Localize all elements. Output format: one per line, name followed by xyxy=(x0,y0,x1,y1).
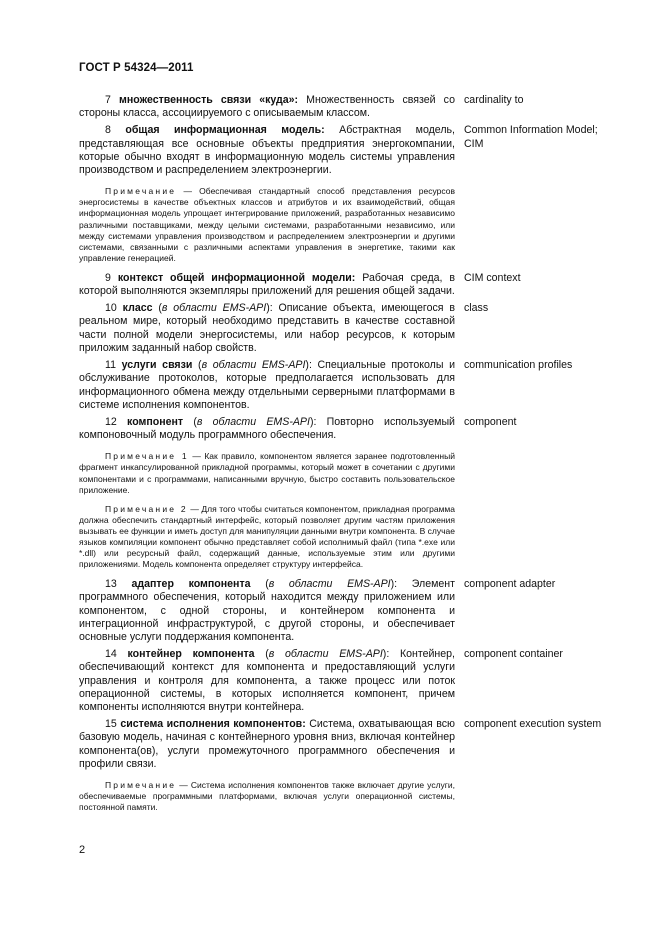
note-text: — Как правило, компонентом является заранее подготовленный фрагмент инкапсулированной прикладной программы, который может в сочетании с другими компонентами и с программами, написанными вручную, быстро составить пользовательское приложение. xyxy=(79,451,455,495)
note-label: Примечание xyxy=(105,186,177,197)
note-text: — Система исполнения компонентов также включает другие услуги, обеспечиваемые программными платформами, включая услуги операционной системы, постоянной памяти. xyxy=(79,780,455,813)
term-entry-10: 10 класс (в области EMS-API): Описание объекта, имеющегося в реальном мире, который необходимо представить в качестве составной части полной модели энергосистемы, или набор ресурсов, к которым приложим заданный набор свойств. class xyxy=(79,302,619,355)
english-equivalent: CIM context xyxy=(464,271,521,284)
term-domain: в области EMS-API xyxy=(196,415,310,428)
term-definition: Рабочая среда, в которой выполняются экземпляры приложений для решения общей задачи. xyxy=(79,271,455,298)
term-title: множественность связи «куда»: xyxy=(119,94,299,106)
note-15 xyxy=(79,780,455,813)
note-label: Примечание 2 xyxy=(105,503,188,514)
note-label: Примечание 1 xyxy=(105,451,189,462)
page-number: 2 xyxy=(79,844,86,856)
term-number: 7 xyxy=(105,94,111,106)
term-title: контекст общей информационной модели: xyxy=(117,271,356,284)
note-8 xyxy=(79,186,455,264)
term-entry-7 xyxy=(79,94,619,120)
term-number: 12 xyxy=(105,415,117,428)
english-equivalent: communication profiles xyxy=(464,359,573,372)
standard-header: ГОСТ Р 54324—2011 xyxy=(79,62,194,74)
term-entry-14: 14 контейнер компонента (в области EMS-API): Контейнер, обеспечивающий контекст для компонента и предоставляющий услуги управления и контроля для компонента, а также процесс или поток операционной системы, в которых исполняется компонент, причем компоненты исполняются внутри контейнера. component container xyxy=(79,648,619,714)
term-entry-13: 13 адаптер компонента (в области EMS-API): Элемент программного обеспечения, который находится между приложением или компонентом, с одной стороны, и контейнером компонента и интеграционной инфраструктурой, с другой стороны, и обеспечивает основные услуги поддержания компонента. component adapter xyxy=(79,578,619,644)
term-number: 11 xyxy=(105,359,116,372)
english-equivalent: component container xyxy=(464,648,563,661)
terms-list xyxy=(79,94,619,821)
term-title: класс xyxy=(122,302,153,315)
term-definition: : Контейнер, обеспечивающий контекст для компонента и предоставляющий услуги управления и контроля для компонента, а также процесс или поток операционной системы, в которых исполняется компонент, причем компоненты исполняются внутри контейнера. xyxy=(79,648,455,714)
term-number: 8 xyxy=(105,124,111,137)
term-definition: : Элемент программного обеспечения, который находится между приложением или компонентом, с одной стороны, и контейнером компонента и интеграционной инфраструктурой, с другой стороны, и обеспечивает основные услуги поддержания компонента. xyxy=(79,578,455,644)
note-12-2 xyxy=(79,504,455,571)
english-equivalent: class xyxy=(464,302,489,315)
term-title: общая информационная модель: xyxy=(125,124,325,137)
english-equivalent: component execution system xyxy=(464,718,602,731)
term-definition: Абстрактная модель, представляющая все основные объекты предприятия энергокомпании, которые обычно входят в информационную модель системы управления производством и распределением электроэнергии. xyxy=(79,124,455,177)
term-number: 10 xyxy=(105,302,117,315)
term-definition: Множественность связей со стороны класса, ассоциируемого с описываемым классом. xyxy=(79,94,455,120)
english-equivalent: cardinality to xyxy=(464,94,524,106)
note-text: — Обеспечивая стандартный способ представления ресурсов энергосистемы в качестве объектных классов и атрибутов и их взаимодействий, общая информационная модель упрощает интегрирование приложений, разработанных независимо различными поставщиками, между целыми системами, разработанными независимо, или между системами управления производством и распределением электроэнергии и другими системами, связанными с различными аспектами управления в энергетике, такими как управление генерацией. xyxy=(79,186,455,263)
term-number: 13 xyxy=(105,578,117,591)
term-number: 15 xyxy=(105,718,117,731)
term-entry-12: 12 компонент (в области EMS-API): Повторно используемый компоновочный модуль программного обеспечения. component xyxy=(79,416,619,442)
note-text: — Для того чтобы считаться компонентом, прикладная программа должна обеспечить стандартный интерфейс, который позволяет другим частям приложения вызывать ее функции и иметь доступ для манипуляции данными внутри компонента. В случае языков компиляции компонент обычно представляет собой исполнимый файл (типа *.exe или *.dll) или ресурсный файл, содержащий данные, используемые этим или другими приложениями. Модель компонента определяет структуру интерфейса. xyxy=(79,503,455,570)
term-title: компонент xyxy=(127,415,184,428)
term-title: адаптер компонента xyxy=(131,578,251,591)
term-entry-11: 11 услуги связи (в области EMS-API): Специальные протоколы и обслуживание протоколов, которые предполагается использовать для информационного обмена между отдельными серверными платформами в системе исполнения компонентов. communication profiles xyxy=(79,359,619,412)
term-title: система исполнения компонентов: xyxy=(120,718,306,731)
term-definition: : Повторно используемый компоновочный модуль программного обеспечения. xyxy=(79,415,455,442)
term-domain: в области EMS-API xyxy=(268,578,391,591)
english-equivalent: component xyxy=(464,415,517,428)
english-equivalent: component adapter xyxy=(464,578,556,591)
term-definition: Система, охватывающая всю базовую модель, начиная с контейнерного уровня вниз, включая контейнер компонента(ов), услуги промежуточного программного обеспечения и профили связи. xyxy=(79,718,455,770)
term-domain: в области EMS-API xyxy=(161,302,267,315)
english-equivalent: Common Information Model; CIM xyxy=(464,124,598,150)
term-domain: в области EMS-API xyxy=(268,648,383,661)
term-definition: : Специальные протоколы и обслуживание протоколов, которые предполагается использовать для информационного обмена между отдельными серверными платформами в системе исполнения компонентов. xyxy=(79,359,455,411)
term-definition: : Описание объекта, имеющегося в реальном мире, который необходимо представить в качестве составной части полной модели энергосистемы, или набор ресурсов, к которым приложим заданный набор свойств. xyxy=(79,302,455,354)
term-title: услуги связи xyxy=(121,359,193,372)
term-entry-9 xyxy=(79,272,619,298)
term-number: 14 xyxy=(105,648,117,661)
term-domain: в области EMS-API xyxy=(201,359,306,372)
term-entry-15 xyxy=(79,718,619,771)
term-title: контейнер компонента xyxy=(127,648,255,661)
term-number: 9 xyxy=(105,271,111,284)
note-label: Примечание xyxy=(105,780,177,791)
note-12-1 xyxy=(79,451,455,495)
term-entry-8 xyxy=(79,124,619,177)
